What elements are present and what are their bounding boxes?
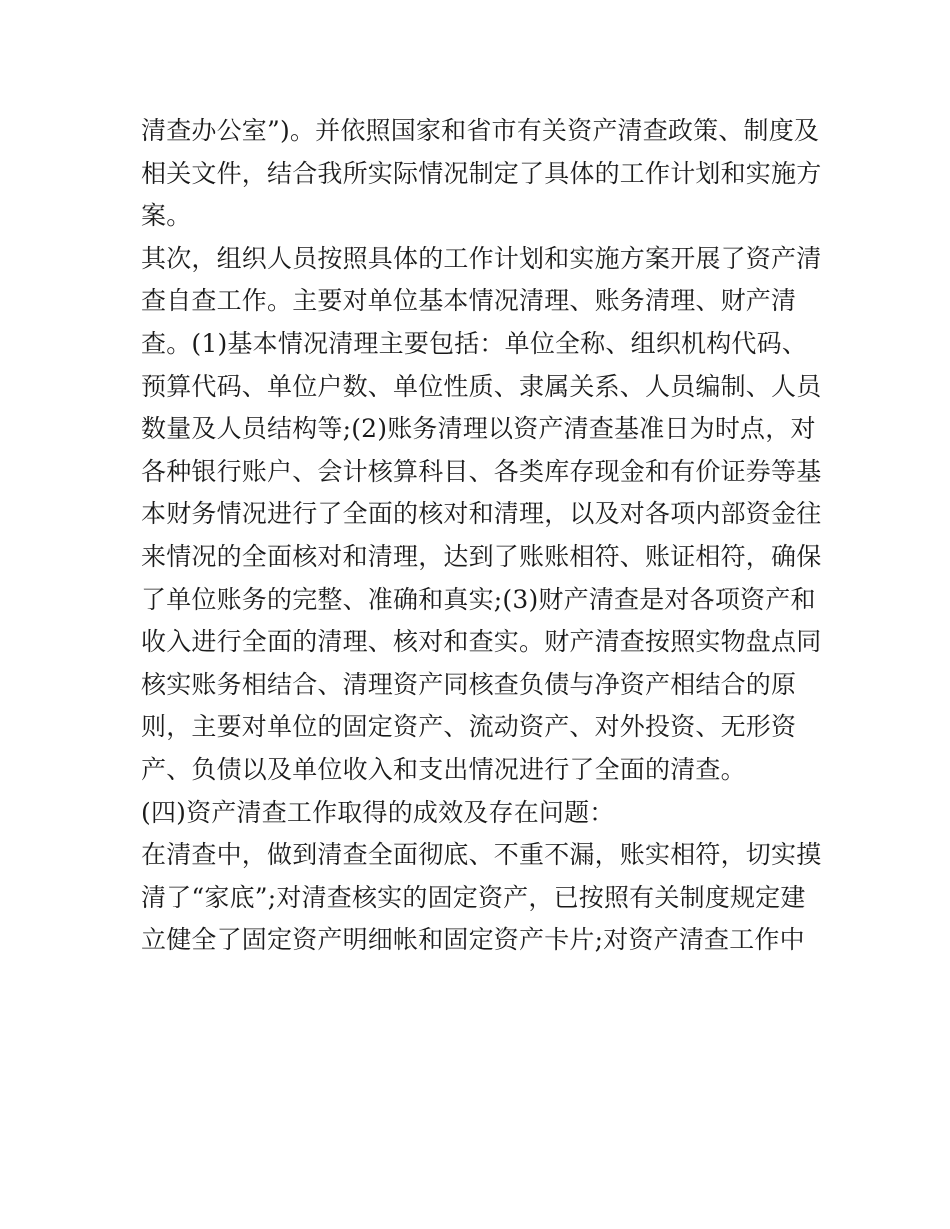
text-line: 产、负债以及单位收入和支出情况进行了全面的清查。 bbox=[141, 754, 746, 784]
text-line: 案。 bbox=[141, 201, 192, 231]
text-line: 核实账务相结合、清理资产同核查负债与净资产相结合的原 bbox=[141, 669, 797, 699]
text-line: 其次，组织人员按照具体的工作计划和实施方案开展了资产清 bbox=[141, 243, 821, 273]
text-line: 数量及人员结构等;(2)账务清理以资产清查基准日为时点，对 bbox=[141, 414, 816, 444]
text-line: 立健全了固定资产明细帐和固定资产卡片;对资产清查工作中 bbox=[141, 925, 805, 955]
text-line: 则，主要对单位的固定资产、流动资产、对外投资、无形资 bbox=[141, 712, 797, 742]
text-line: 查。(1)基本情况清理主要包括：单位全称、组织机构代码、 bbox=[141, 328, 808, 358]
text-line: 清查办公室”)。并依照国家和省市有关资产清查政策、制度及 bbox=[141, 116, 820, 145]
text-line: 相关文件，结合我所实际情况制定了具体的工作计划和实施方 bbox=[141, 158, 821, 188]
text-line: 收入进行全面的清理、核对和查实。财产清查按照实物盘点同 bbox=[141, 627, 821, 657]
text-line: 了单位账务的完整、准确和真实;(3)财产清查是对各项资产和 bbox=[141, 584, 816, 614]
text-line: 各种银行账户、会计核算科目、各类库存现金和有价证券等基 bbox=[141, 456, 821, 486]
text-line: 清了“家底”;对清查核实的固定资产，已按照有关制度规定建 bbox=[141, 882, 806, 912]
text-line: 本财务情况进行了全面的核对和清理，以及对各项内部资金往 bbox=[141, 499, 821, 529]
text-line: 查自查工作。主要对单位基本情况清理、账务清理、财产清 bbox=[141, 286, 797, 316]
section-heading: (四)资产清查工作取得的成效及存在问题： bbox=[141, 797, 615, 827]
body-text bbox=[141, 110, 821, 962]
text-line: 预算代码、单位户数、单位性质、隶属关系、人员编制、人员 bbox=[141, 371, 821, 401]
text-line: 在清查中，做到清查全面彻底、不重不漏，账实相符，切实摸 bbox=[141, 840, 821, 870]
text-line: 来情况的全面核对和清理，达到了账账相符、账证相符，确保 bbox=[141, 541, 821, 571]
